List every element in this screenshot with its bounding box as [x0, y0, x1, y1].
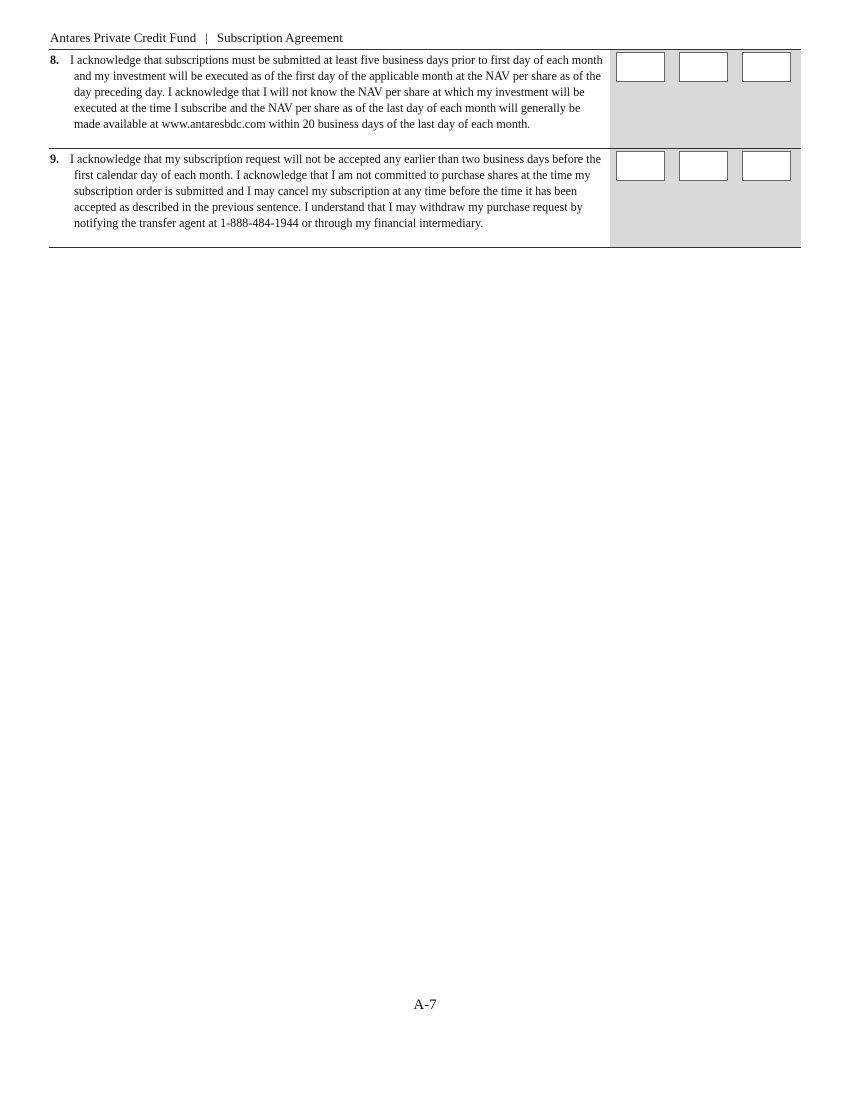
acknowledgement-text-cell	[49, 50, 610, 148]
acknowledgement-row-8	[49, 50, 801, 149]
initials-box-co-investor[interactable]	[679, 52, 728, 82]
page-header	[50, 30, 343, 46]
item-number: 9.	[50, 152, 60, 166]
initials-box-third[interactable]	[742, 52, 791, 82]
initials-cell	[610, 50, 801, 148]
document-title: Subscription Agreement	[216, 30, 343, 45]
acknowledgement-row-9	[49, 149, 801, 248]
initials-cell	[610, 149, 801, 247]
acknowledgement-table	[49, 49, 801, 248]
page-number: A-7	[413, 997, 437, 1013]
item-number: 8.	[50, 53, 60, 67]
initials-box-third[interactable]	[742, 151, 791, 181]
initials-box-investor[interactable]	[616, 52, 665, 82]
fund-name: Antares Private Credit Fund	[50, 30, 197, 45]
acknowledgement-text: I acknowledge that subscriptions must be submitted at least five business days prior to first day of each month and my investment will be executed as of the first day of the applicable month at the NAV per share as of the day preceding day. I acknowledge that I will not know the NAV per share at which my investment will be executed at the time I subscribe and the NAV per share as of the last day of each month will generally be made available at www.antaresbdc.com within 20 business days of the last day of each month.	[70, 53, 603, 131]
initials-box-co-investor[interactable]	[679, 151, 728, 181]
acknowledgement-text: I acknowledge that my subscription request will not be accepted any earlier than two business days before the first calendar day of each month. I acknowledge that I am not committed to purchase shares at the time my subscription order is submitted and I may cancel my subscription at any time before the time it has been accepted as described in the previous sentence. I understand that I may withdraw my purchase request by notifying the transfer agent at 1-888-484-1944 or through my financial intermediary.	[70, 152, 601, 230]
initials-box-investor[interactable]	[616, 151, 665, 181]
header-separator: |	[205, 30, 208, 45]
acknowledgement-text-cell	[49, 149, 610, 247]
